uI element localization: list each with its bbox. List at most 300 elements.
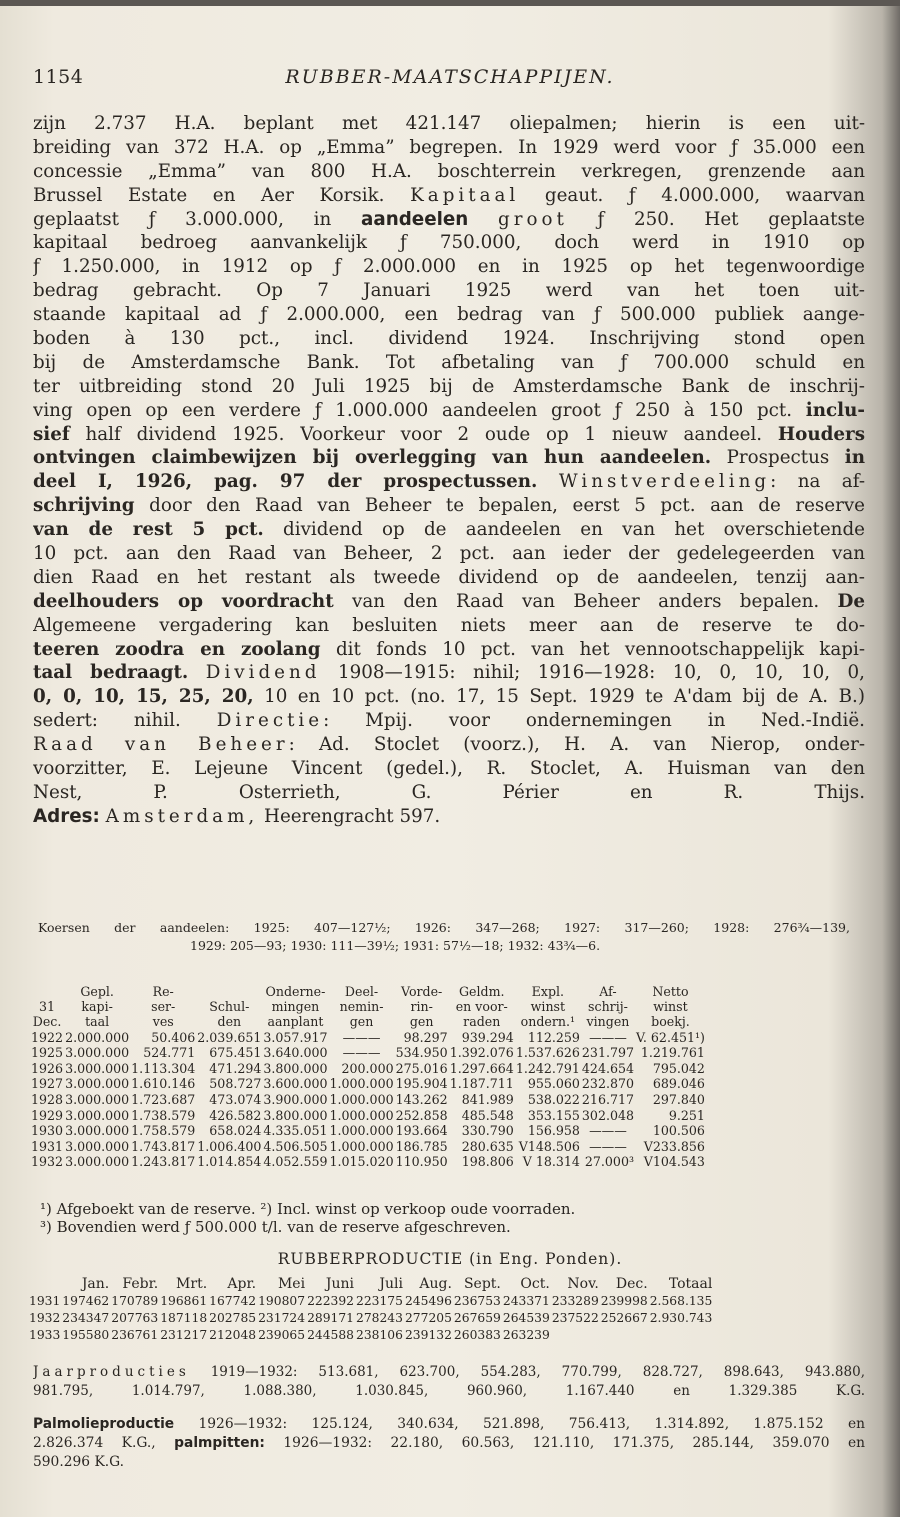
table-cell: 170789	[111, 1294, 159, 1308]
text-line	[33, 709, 865, 733]
text-segment: dien Raad en het restant als tweede dividend op de aandeelen, tenzij aan-	[33, 566, 865, 588]
table-cell: 473.074	[209, 1091, 262, 1107]
table-cell: 841.989	[461, 1091, 514, 1107]
table-cell: 196861	[160, 1294, 208, 1308]
table-cell: 3.000.000	[65, 1138, 130, 1154]
table-cell: 2.930.743	[649, 1311, 713, 1325]
text-line	[33, 805, 865, 829]
text-segment: teeren zoodra en zoolang	[33, 638, 321, 660]
table-cell: 3.800.000	[263, 1060, 328, 1076]
column-header	[329, 984, 395, 1030]
table-cell: 27.000³	[584, 1154, 635, 1170]
table-cell: 1928	[31, 1091, 64, 1107]
text-segment: Dividend	[205, 662, 321, 684]
text-line	[33, 733, 865, 757]
table-cell: 353.155	[527, 1107, 580, 1123]
table-cell: 1.738.579	[131, 1107, 196, 1123]
table-cell: 1932	[31, 1154, 64, 1170]
text-segment: Raad van Beheer	[33, 734, 289, 756]
table-cell: V148.506	[518, 1138, 580, 1154]
text-segment: taal bedraagt.	[33, 662, 189, 684]
column-header-line: vingen	[586, 1014, 630, 1030]
column-header	[581, 984, 635, 1030]
table-cell: ———	[589, 1123, 627, 1139]
text-segment: Winstverdeeling	[558, 471, 771, 493]
text-segment: in	[844, 447, 865, 469]
table-cell: 4.506.505	[263, 1138, 328, 1154]
table-cell: 216.717	[581, 1091, 635, 1107]
column-header: Dec.	[615, 1276, 648, 1292]
table-cell: ———	[589, 1138, 627, 1154]
text-line	[33, 470, 865, 494]
table-cell: 1.014.854	[197, 1154, 262, 1170]
table-cell: 252.858	[395, 1107, 448, 1123]
table-cell: 244588	[307, 1328, 355, 1342]
column-header-line: Re-	[152, 984, 174, 999]
column-header	[449, 984, 515, 1030]
text-segment: ƒ 1.250.000, in 1912 op ƒ 2.000.000 en in 1925 op het tegenwoordige	[33, 256, 865, 278]
column-header	[395, 984, 449, 1030]
table-cell: 243371	[502, 1294, 550, 1308]
text-segment: 10 pct. aan den Raad van Beheer, 2 pct. aan ieder der gedelegeerden van	[33, 543, 865, 565]
table-cell: 4.335.051	[263, 1123, 328, 1139]
text-line	[33, 685, 865, 709]
text-segment: inclu-	[805, 399, 865, 421]
text-segment: Adres:	[33, 805, 100, 827]
rubber-production-table	[28, 1276, 713, 1344]
column-header: Mrt.	[176, 1276, 208, 1292]
share-prices-line-2: 1929: 205—93; 1930: 111—39½; 1931: 57½—18; 1932: 43¾—6.	[190, 938, 601, 953]
table-cell: 280.635	[461, 1138, 514, 1154]
column-header: Sept.	[463, 1276, 501, 1292]
table-cell: 1.000.000	[329, 1123, 394, 1139]
column-header	[28, 1276, 61, 1293]
column-header-line: schrij-	[588, 999, 628, 1015]
table-cell: 689.046	[652, 1076, 705, 1092]
text-line	[33, 781, 865, 805]
table-cell: 1.297.664	[449, 1060, 514, 1076]
text-segment: Heerengracht 597.	[258, 805, 441, 827]
table-cell: 232.870	[581, 1076, 635, 1092]
table-cell: 1926	[31, 1060, 64, 1076]
table-cell: 190807	[258, 1294, 306, 1308]
table-cell: 330.790	[461, 1123, 514, 1139]
column-header-line: raden	[463, 1014, 501, 1030]
text-line	[33, 446, 865, 470]
table-cell: 538.022	[527, 1091, 580, 1107]
table-cell: 675.451	[209, 1045, 262, 1061]
table-cell: 1.015.020	[329, 1154, 394, 1170]
table-cell: 278243	[356, 1311, 403, 1325]
table-cell	[649, 1327, 714, 1344]
table-cell: 202785	[209, 1311, 257, 1325]
table-cell: 3.000.000	[65, 1107, 130, 1123]
table-row	[30, 1045, 706, 1061]
table-cell: 1931	[31, 1138, 64, 1154]
table-row	[30, 1030, 706, 1046]
column-header: Totaal	[668, 1276, 713, 1292]
text-line	[33, 327, 865, 351]
table-cell: V104.543	[643, 1154, 705, 1170]
column-header	[196, 984, 262, 1030]
text-line	[33, 518, 865, 542]
table-cell: 1933	[29, 1328, 61, 1342]
table-cell: 1.219.761	[640, 1045, 705, 1061]
palm-line-1	[33, 1415, 865, 1434]
table-cell: 1931	[29, 1294, 61, 1308]
text-segment: van den Raad van Beheer anders bepalen.	[333, 590, 838, 612]
text-segment: Kapitaal	[410, 184, 520, 206]
table-cell: 4.052.559	[263, 1154, 328, 1170]
text-segment: Nest, P. Osterrieth, G. Périer en R. Thijs.	[33, 781, 865, 803]
table-row	[30, 1123, 706, 1139]
table-cell: 508.727	[209, 1076, 262, 1092]
column-header-line: taal	[85, 1014, 110, 1030]
text-line	[33, 638, 865, 662]
table-cell: 198.806	[461, 1154, 514, 1170]
column-header-line: rin-	[410, 999, 433, 1015]
text-segment: deelhouders op voordracht	[33, 590, 334, 612]
table-cell: 239998	[600, 1294, 648, 1308]
table-cell: 231.797	[581, 1045, 635, 1061]
table-cell: 156.958	[527, 1123, 580, 1139]
table-cell: 239065	[258, 1328, 306, 1342]
text-segment: boden à 130 pct., incl. dividend 1924. Inschrijving stond open	[33, 328, 865, 350]
running-title: RUBBER-MAATSCHAPPIJEN.	[285, 66, 615, 88]
column-header-line: 31	[39, 999, 56, 1015]
column-header-line: aanplant	[267, 1014, 324, 1030]
footnote-1: ¹) Afgeboekt van de reserve. ²) Incl. winst op verkoop oude voorraden.	[40, 1200, 576, 1218]
column-header-line: Dec.	[32, 1014, 62, 1030]
text-line	[33, 399, 865, 423]
table-cell: 1.113.304	[131, 1060, 196, 1076]
text-line	[33, 494, 865, 518]
column-header-line: Vorde-	[401, 984, 443, 999]
text-segment: dividend op de aandeelen en van het overschietende	[263, 519, 865, 541]
rubber-production-title: RUBBERPRODUCTIE (in Eng. Ponden).	[277, 1250, 623, 1268]
column-header	[635, 984, 706, 1030]
table-cell: 236761	[111, 1328, 159, 1342]
table-cell: 2.568.135	[649, 1294, 713, 1308]
text-segment: 1908—1915: nihil; 1916—1928: 10, 0, 10, 10, 0,	[320, 662, 865, 684]
table-row	[30, 1076, 706, 1092]
table-cell: 112.259	[527, 1029, 580, 1045]
table-cell: 222392	[307, 1294, 355, 1308]
table-cell: 195.904	[395, 1076, 448, 1092]
table-cell: 100.506	[652, 1123, 705, 1139]
table-cell: 1927	[31, 1076, 64, 1092]
text-segment: geplaatst ƒ 3.000.000, in	[33, 208, 362, 230]
column-header-line: Deel-	[344, 984, 379, 999]
table-cell: 1.000.000	[329, 1091, 394, 1107]
text-segment: deel I, 1926, pag. 97 der prospectussen.	[33, 471, 538, 493]
table-cell: 3.600.000	[263, 1076, 328, 1092]
column-header-line: Expl.	[531, 984, 565, 999]
table-cell: 236753	[453, 1294, 501, 1308]
table-row	[28, 1310, 713, 1327]
text-line	[33, 566, 865, 590]
table-cell: 260383	[453, 1328, 501, 1342]
table-cell: 234347	[62, 1311, 110, 1325]
text-segment: groot	[498, 208, 568, 230]
palm-oil-text-2b: 1926—1932: 22.180, 60.563, 121.110, 171.375, 285.144, 359.070 en	[264, 1435, 865, 1451]
text-segment: bedrag gebracht. Op 7 Januari 1925 werd van het toen uit-	[33, 280, 865, 302]
table-cell: 795.042	[652, 1060, 705, 1076]
text-segment: Brussel Estate en Aer Korsik.	[33, 184, 411, 206]
table-cell: 1.000.000	[329, 1138, 394, 1154]
column-header-line: gen	[349, 1014, 374, 1030]
table-cell: 238106	[356, 1328, 403, 1342]
table-cell: 524.771	[143, 1045, 196, 1061]
table-cell: 264539	[502, 1311, 550, 1325]
footnote-2: ³) Bovendien werd ƒ 500.000 t/l. van de reserve afgeschreven.	[40, 1218, 511, 1236]
text-segment: bij de Amsterdamsche Bank. Tot afbetaling van ƒ 700.000 schuld en	[33, 351, 865, 373]
column-header-line: Netto	[652, 984, 689, 999]
table-cell: 3.900.000	[263, 1091, 328, 1107]
table-cell: 1.743.817	[131, 1138, 196, 1154]
column-header	[64, 984, 130, 1030]
column-header	[515, 984, 581, 1030]
annual-production-label: Jaarproducties	[33, 1364, 190, 1380]
table-cell: 1.000.000	[329, 1107, 394, 1123]
table-cell: 195580	[62, 1328, 110, 1342]
column-header-line: ser-	[151, 999, 176, 1015]
column-header-line: Af-	[599, 984, 617, 999]
table-cell: 207763	[111, 1311, 159, 1325]
table-cell: 424.654	[581, 1060, 635, 1076]
annual-production-text-1: 1919—1932: 513.681, 623.700, 554.283, 770.799, 828.727, 898.643, 943.880,	[189, 1364, 865, 1380]
financial-table-header	[30, 984, 706, 1030]
share-prices-line-1: Koersen der aandeelen: 1925: 407—127½; 1926: 347—268; 1927: 317—260; 1928: 276¾—139,	[38, 920, 850, 935]
palm-oil-production	[33, 1415, 865, 1472]
text-line	[33, 423, 865, 447]
table-cell: V 18.314	[522, 1154, 580, 1170]
annual-production	[33, 1363, 865, 1401]
column-header-line: gen	[409, 1014, 434, 1030]
text-line	[33, 542, 865, 566]
column-header: Apr.	[227, 1276, 257, 1292]
table-cell: 231217	[160, 1328, 208, 1342]
text-segment: kapitaal bedroeg aanvankelijk ƒ 750.000, doch werd in 1910 op	[33, 232, 865, 254]
table-cell: 1.758.579	[131, 1123, 196, 1139]
table-cell: 143.262	[395, 1091, 448, 1107]
table-cell: 1.242.791	[515, 1060, 580, 1076]
page-number: 1154	[33, 66, 84, 88]
text-line	[33, 255, 865, 279]
table-cell: 1.243.817	[131, 1154, 196, 1170]
table-cell: 3.000.000	[65, 1123, 130, 1139]
text-segment: aandeelen	[361, 208, 469, 230]
table-cell: 658.024	[209, 1123, 262, 1139]
palm-line-3: 590.296 K.G.	[33, 1454, 125, 1470]
table-cell: 1929	[31, 1107, 64, 1123]
table-cell: 110.950	[395, 1154, 448, 1170]
text-segment	[188, 662, 206, 683]
table-cell: 200.000	[341, 1060, 394, 1076]
table-cell: ———	[342, 1045, 381, 1061]
table-cell: 3.000.000	[65, 1045, 130, 1061]
table-cell: 302.048	[581, 1107, 635, 1123]
footnotes	[40, 1200, 860, 1236]
table-cell: 1925	[31, 1045, 64, 1061]
text-line	[33, 351, 865, 375]
column-header-line: winst	[653, 999, 688, 1015]
text-segment: sedert: nihil.	[33, 710, 217, 732]
table-cell: 3.000.000	[65, 1060, 130, 1076]
table-cell: 1.392.076	[449, 1045, 514, 1061]
column-header	[262, 984, 328, 1030]
palm-oil-text-2a: 2.826.374 K.G.,	[33, 1435, 175, 1451]
table-row	[30, 1092, 706, 1108]
column-header: Aug.	[419, 1276, 452, 1292]
table-cell: 245496	[404, 1294, 452, 1308]
column-header	[30, 984, 64, 1030]
column-header-line: en voor-	[455, 999, 508, 1015]
column-header: Juni	[325, 1276, 355, 1292]
text-segment: dit fonds 10 pct. van het vennootschappelijk kapi-	[320, 638, 865, 660]
table-cell: 1932	[29, 1311, 61, 1325]
text-segment: Directie	[216, 710, 324, 732]
annual-production-line-2: 981.795, 1.014.797, 1.088.380, 1.030.845, 960.960, 1.167.440 en 1.329.385 K.G.	[33, 1383, 865, 1399]
text-segment	[537, 471, 558, 492]
text-segment: : Ad. Stoclet (voorz.), H. A. van Nierop, onder-	[288, 734, 865, 756]
text-line	[33, 661, 865, 685]
table-row	[30, 1061, 706, 1077]
financial-table	[30, 984, 706, 1170]
table-cell: 231724	[258, 1311, 306, 1325]
table-cell: 1.610.146	[131, 1076, 196, 1092]
table-row	[30, 1154, 706, 1170]
text-segment: van de rest 5 pct.	[33, 519, 264, 541]
table-cell: 197462	[62, 1294, 110, 1308]
column-header: Febr.	[122, 1276, 159, 1292]
text-segment: concessie „Emma” van 800 H.A. boschterrein verkregen, grenzende aan	[33, 160, 865, 182]
annual-production-line-1	[33, 1363, 865, 1382]
table-cell: 233289	[551, 1294, 599, 1308]
text-segment: : na af-	[770, 471, 865, 493]
text-segment: De	[837, 590, 865, 612]
table-cell: ———	[342, 1029, 381, 1045]
table-cell: 98.297	[403, 1029, 448, 1045]
palm-line-2	[33, 1434, 865, 1453]
table-cell: 2.000.000	[65, 1029, 130, 1045]
table-cell: 289171	[307, 1311, 355, 1325]
table-cell: 267659	[453, 1311, 501, 1325]
table-cell: 3.800.000	[263, 1107, 328, 1123]
table-cell: 275.016	[395, 1060, 448, 1076]
text-line	[33, 112, 865, 136]
table-cell: 1.723.687	[131, 1091, 196, 1107]
table-cell: 1.006.400	[197, 1138, 262, 1154]
text-line	[33, 757, 865, 781]
column-header: Mei	[277, 1276, 306, 1292]
table-cell: 252667	[600, 1311, 648, 1325]
column-header-line: winst	[530, 999, 566, 1015]
table-cell: 187118	[160, 1311, 208, 1325]
palm-oil-text-1: 1926—1932: 125.124, 340.634, 521.898, 756.413, 1.314.892, 1.875.152 en	[174, 1416, 865, 1432]
scan-edge	[0, 0, 900, 6]
column-header	[130, 984, 196, 1030]
table-cell: 186.785	[395, 1138, 448, 1154]
table-cell: 471.294	[209, 1060, 262, 1076]
text-segment: 10 en 10 pct. (no. 17, 15 Sept. 1929 te A'dam bij de A. B.)	[253, 686, 865, 708]
text-segment: geaut. ƒ 4.000.000, waarvan	[519, 184, 865, 206]
table-cell: 426.582	[209, 1107, 262, 1123]
table-cell: 297.840	[652, 1091, 705, 1107]
column-header-line: nemin-	[339, 999, 384, 1015]
table-cell: V233.856	[643, 1138, 705, 1154]
text-line	[33, 590, 865, 614]
text-line	[33, 303, 865, 327]
table-row	[28, 1293, 713, 1310]
column-header-line: kapi-	[81, 999, 113, 1015]
table-cell	[551, 1327, 600, 1344]
text-segment: half dividend 1925. Voorkeur voor 2 oude op 1 nieuw aandeel.	[69, 423, 778, 445]
table-cell: 955.060	[527, 1076, 580, 1092]
text-segment: voorzitter, E. Lejeune Vincent (gedel.), R. Stoclet, A. Huisman van den	[33, 758, 865, 780]
text-segment: sief	[33, 423, 70, 445]
table-cell: 237522	[551, 1311, 599, 1325]
text-segment: ontvingen claimbewijzen bij overlegging van hun aandeelen.	[33, 447, 712, 469]
column-header: Juli	[379, 1276, 403, 1292]
table-cell: 939.294	[461, 1029, 514, 1045]
text-segment: ving open op een verdere ƒ 1.000.000 aandeelen groot ƒ 250 à 150 pct.	[33, 399, 806, 421]
column-header-line: Gepl.	[80, 984, 114, 999]
table-cell: 239132	[404, 1328, 452, 1342]
column-header-line: den	[217, 1014, 242, 1030]
text-line	[33, 231, 865, 255]
text-segment: Prospectus	[711, 447, 845, 469]
column-header: Nov.	[567, 1276, 599, 1292]
rubber-table-header	[28, 1276, 713, 1293]
text-segment: door den Raad van Beheer te bepalen, eerst 5 pct. aan de reserve	[134, 495, 865, 517]
text-line	[33, 184, 865, 208]
text-segment: : Mpij. voor ondernemingen in Ned.-Indië.	[323, 710, 865, 732]
table-cell: 485.548	[461, 1107, 514, 1123]
column-header-line: boekj.	[651, 1014, 690, 1030]
table-cell: 50.406	[151, 1029, 196, 1045]
body-text	[33, 112, 865, 829]
column-header-line: Onderne-	[265, 984, 326, 999]
column-header-line: ondern.¹	[520, 1014, 576, 1030]
text-line	[33, 136, 865, 160]
text-segment: breiding van 372 H.A. op „Emma” begrepen. In 1929 werd voor ƒ 35.000 een	[33, 136, 865, 158]
palm-kernels-label: palmpitten:	[174, 1435, 265, 1451]
column-header-line: mingen	[271, 999, 320, 1015]
table-cell: 1922	[31, 1029, 64, 1045]
text-segment: ƒ 250. Het geplaatste	[567, 208, 865, 230]
table-cell: 263239	[502, 1328, 550, 1342]
text-line	[33, 614, 865, 638]
table-cell: 1.187.711	[449, 1076, 514, 1092]
table-cell: 167742	[209, 1294, 257, 1308]
column-header-line: Schul-	[209, 999, 250, 1015]
table-cell: 3.000.000	[65, 1076, 130, 1092]
table-cell: 277205	[404, 1311, 452, 1325]
text-line	[33, 160, 865, 184]
table-cell: 1.537.626	[515, 1045, 580, 1061]
text-segment: Algemeene vergadering kan besluiten niets meer aan de reserve te do-	[33, 614, 865, 636]
column-header-line: Geldm.	[458, 984, 505, 999]
text-segment: 0, 0, 10, 15, 25, 20,	[33, 686, 254, 708]
text-line	[33, 375, 865, 399]
column-header: Oct.	[520, 1276, 550, 1292]
table-cell: 2.039.651	[197, 1029, 262, 1045]
text-segment: Houders	[777, 423, 865, 445]
table-cell: 3.000.000	[65, 1154, 130, 1170]
text-line	[33, 208, 865, 232]
table-cell: 3.000.000	[65, 1091, 130, 1107]
